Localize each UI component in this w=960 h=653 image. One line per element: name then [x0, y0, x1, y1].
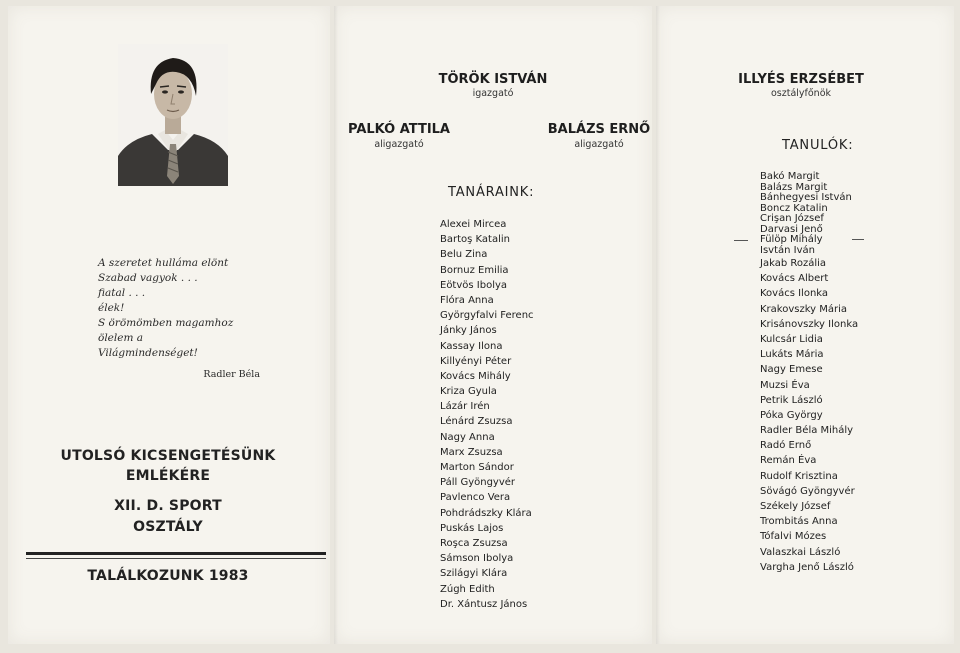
- student-name: Krisánovszky Ilonka: [760, 318, 859, 330]
- meeting-text: TALÁLKOZUNK 1983: [87, 568, 249, 584]
- student-name: Remán Éva: [760, 455, 817, 467]
- teachers-list: [440, 217, 534, 612]
- students-list: [760, 172, 858, 575]
- divider-thick: [26, 552, 326, 555]
- farewell-heading-line2: EMLÉKÉRE: [125, 468, 211, 484]
- teacher-name: Roşca Zsuzsa: [440, 537, 508, 549]
- fold-crease: [334, 6, 338, 644]
- poem-author: Radler Béla: [203, 369, 260, 380]
- student-name: Székely József: [760, 501, 831, 512]
- student-name: Darvasi Jenő: [760, 223, 823, 235]
- head-teacher-role: osztályfőnök: [770, 88, 832, 99]
- director-role: igazgató: [472, 88, 514, 99]
- poem-line: fiatal . . .: [98, 287, 146, 299]
- teacher-name: Eötvös Ibolya: [440, 279, 508, 291]
- teacher-name: Györgyfalvi Ferenc: [440, 310, 534, 322]
- teacher-name: Marx Zsuzsa: [440, 446, 503, 458]
- poem-line: A szeretet hulláma elönt: [98, 257, 229, 269]
- student-name: Fülöp Mihály: [760, 234, 823, 245]
- teacher-name: Pavlenco Vera: [440, 492, 511, 504]
- student-name: Radó Ernő: [760, 440, 812, 452]
- student-name: Nagy Emese: [760, 364, 823, 376]
- teacher-name: Bartoş Katalin: [440, 234, 510, 246]
- teacher-name: Alexei Mircea: [440, 219, 507, 230]
- fold-crease: [656, 6, 660, 644]
- student-name: Vargha Jenő László: [760, 561, 854, 573]
- teacher-name: Puskás Lajos: [440, 522, 504, 534]
- teacher-name: Jánky János: [440, 325, 497, 337]
- left-panel: [8, 6, 330, 644]
- teachers-title: TANÁRAINK:: [448, 185, 535, 200]
- student-name: Isvtán Iván: [760, 244, 815, 256]
- student-name: Trombitás Anna: [760, 516, 838, 528]
- student-name: Kovács Albert: [760, 273, 829, 285]
- students-title: TANULÓK:: [782, 138, 854, 153]
- divider-thin: [26, 558, 326, 559]
- teacher-name: Belu Zina: [440, 249, 488, 261]
- portrait-photo-image: [118, 44, 228, 186]
- teacher-name: Páll Gyöngyvér: [440, 477, 516, 489]
- student-name: Póka György: [760, 409, 823, 421]
- teacher-name: Marton Sándor: [440, 462, 514, 473]
- student-name: Petrik László: [760, 394, 823, 406]
- poem-line: Szabad vagyok . . .: [98, 272, 198, 284]
- student-name: Balázs Margit: [760, 181, 828, 193]
- teacher-name: Szilágyi Klára: [440, 568, 508, 580]
- poem-line: ölelem a: [98, 332, 144, 344]
- pen-mark: [734, 240, 748, 241]
- poem-line: S örömömben magamhoz: [98, 317, 234, 329]
- student-name: Crişan József: [760, 213, 824, 224]
- student-name: Rudolf Krisztina: [760, 470, 838, 482]
- class-heading-line2: OSZTÁLY: [133, 519, 203, 535]
- vice-director-name: BALÁZS ERNŐ: [547, 122, 651, 137]
- vice-director-role: aligazgató: [574, 139, 624, 150]
- student-name: Kovács Ilonka: [760, 288, 829, 300]
- student-name: Bánhegyesi István: [760, 192, 852, 203]
- vice-director-name: PALKÓ ATTILA: [347, 122, 450, 137]
- student-name: Muzsi Éva: [760, 379, 810, 391]
- teacher-name: Dr. Xántusz János: [440, 598, 528, 610]
- student-name: Tófalvi Mózes: [760, 531, 827, 543]
- farewell-heading-line1: UTOLSÓ KICSENGETÉSÜNK: [60, 448, 276, 464]
- teacher-name: Kovács Mihály: [440, 370, 511, 382]
- portrait-photo: [118, 44, 228, 186]
- teacher-name: Pohdrádszky Klára: [440, 507, 532, 519]
- student-name: Kulcsár Lidia: [760, 333, 823, 345]
- teacher-name: Nagy Anna: [440, 431, 495, 443]
- teacher-name: Lázár Irén: [440, 401, 490, 413]
- teacher-name: Bornuz Emilia: [440, 264, 509, 276]
- student-name: Bakó Margit: [760, 171, 820, 182]
- vice-director-role: aligazgató: [374, 139, 424, 150]
- poem-line: Világmindenséget!: [98, 347, 198, 359]
- class-heading-line1: XII. D. SPORT: [114, 498, 222, 514]
- director-name: TÖRÖK ISTVÁN: [438, 72, 548, 87]
- teacher-name: Kassay Ilona: [440, 340, 503, 352]
- poem: [98, 256, 298, 382]
- student-name: Sövágó Gyöngyvér: [760, 485, 855, 497]
- student-name: Jakab Rozália: [760, 258, 827, 269]
- poem-line: élek!: [98, 302, 125, 314]
- teacher-name: Killyényi Péter: [440, 355, 512, 367]
- teacher-name: Zúgh Edith: [440, 583, 495, 595]
- teacher-name: Flóra Anna: [440, 294, 494, 306]
- student-name: Lukáts Mária: [760, 349, 824, 361]
- teacher-name: Kriza Gyula: [440, 386, 497, 398]
- right-panel: [656, 6, 954, 644]
- student-name: Radler Béla Mihály: [760, 425, 854, 437]
- middle-panel: [334, 6, 652, 644]
- teacher-name: Lénárd Zsuzsa: [440, 416, 513, 428]
- teacher-name: Sámson Ibolya: [440, 553, 514, 565]
- student-name: Krakovszky Mária: [760, 303, 848, 315]
- head-teacher-name: ILLYÉS ERZSÉBET: [738, 72, 864, 87]
- student-name: Valaszkai László: [760, 546, 841, 558]
- student-name: Boncz Katalin: [760, 202, 828, 214]
